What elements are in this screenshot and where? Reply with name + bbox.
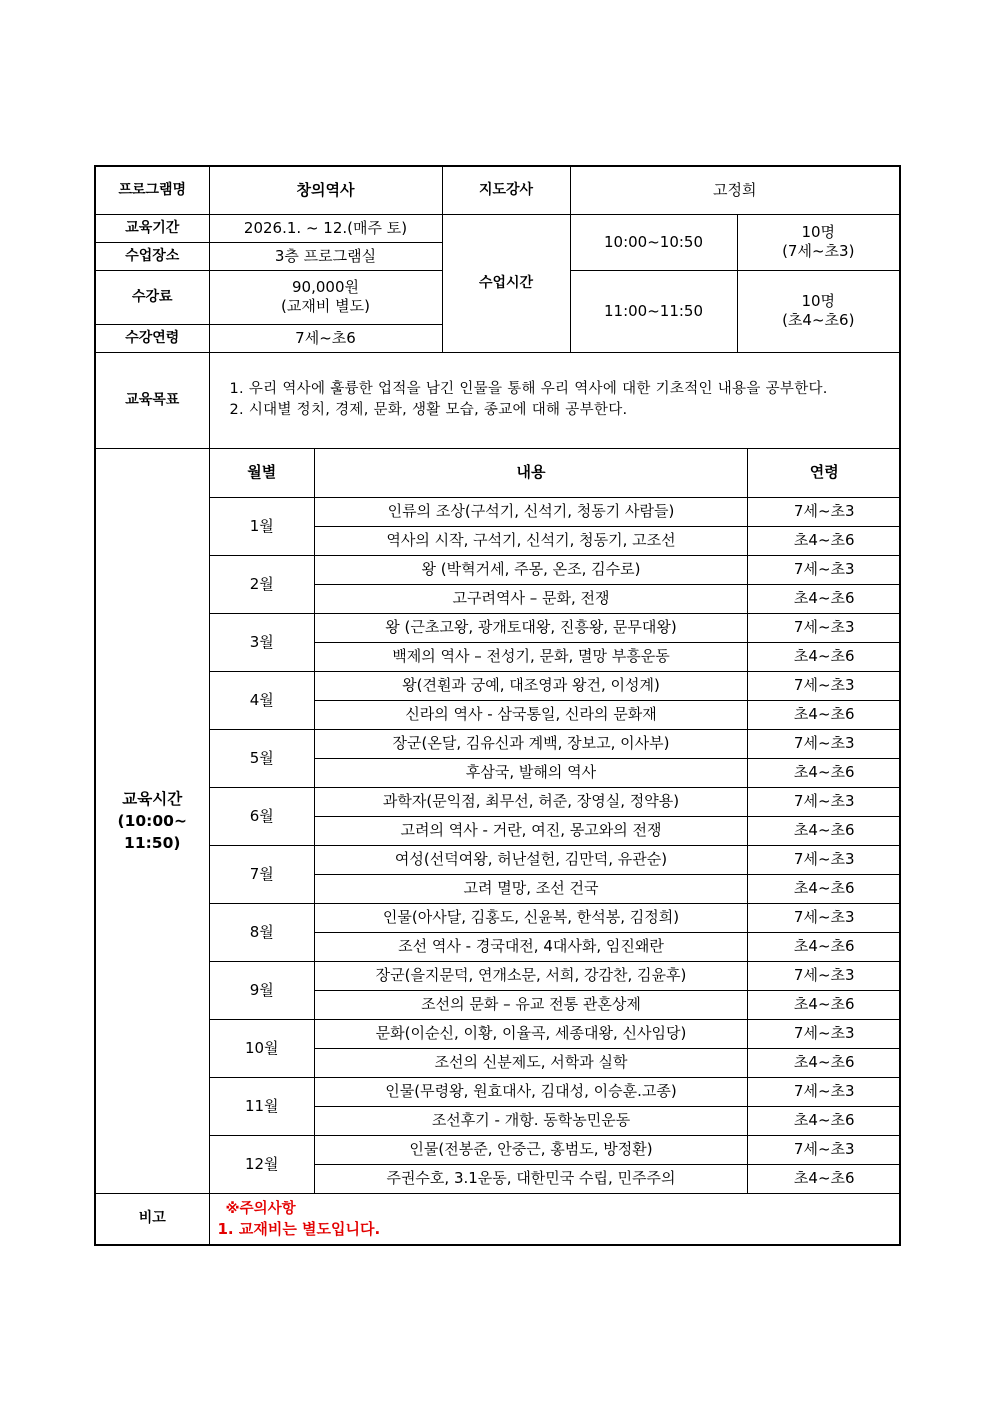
schedule-label-line: 11:50) [124, 833, 181, 852]
age-label: 수강연령 [95, 324, 209, 352]
age-cell: 초4~초6 [748, 932, 901, 961]
content-cell: 후삼국, 발해의 역사 [315, 758, 748, 787]
content-cell: 신라의 역사 - 삼국통일, 신라의 문화재 [315, 700, 748, 729]
program-value: 창의역사 [209, 166, 442, 214]
age-cell: 초4~초6 [748, 584, 901, 613]
table-row [210, 961, 901, 990]
col-content-header: 내용 [315, 449, 748, 498]
month-cell: 5월 [210, 729, 315, 787]
table-row [210, 845, 901, 874]
note-title: ※주의사항 [225, 1200, 296, 1217]
schedule-table [210, 449, 901, 1193]
instructor-value: 고정희 [570, 166, 900, 214]
goals-label: 교육목표 [95, 352, 209, 448]
content-cell: 주권수호, 3.1운동, 대한민국 수립, 민주주의 [315, 1164, 748, 1193]
month-cell: 4월 [210, 671, 315, 729]
col-month-header: 월별 [210, 449, 315, 498]
month-cell: 9월 [210, 961, 315, 1019]
place-value: 3층 프로그램실 [209, 242, 442, 270]
content-cell: 왕 (박혁거세, 주몽, 온조, 김수로) [315, 555, 748, 584]
content-cell: 왕 (근초고왕, 광개토대왕, 진흥왕, 문무대왕) [315, 613, 748, 642]
content-cell: 백제의 역사 – 전성기, 문화, 멸망 부흥운동 [315, 642, 748, 671]
age-cell: 초4~초6 [748, 1106, 901, 1135]
age-cell: 초4~초6 [748, 816, 901, 845]
content-cell: 인류의 조상(구석기, 신석기, 청동기 사람들) [315, 497, 748, 526]
session-2-capacity [737, 270, 900, 352]
place-label: 수업장소 [95, 242, 209, 270]
age-cell: 7세~초3 [748, 1019, 901, 1048]
age-cell: 7세~초3 [748, 613, 901, 642]
content-cell: 여성(선덕여왕, 허난설헌, 김만덕, 유관순) [315, 845, 748, 874]
schedule-label [95, 448, 209, 1193]
content-cell: 과학자(문익점, 최무선, 허준, 장영실, 정약용) [315, 787, 748, 816]
session-2-time: 11:00~11:50 [570, 270, 737, 352]
table-row [210, 1019, 901, 1048]
age-value: 7세~초6 [209, 324, 442, 352]
month-cell: 1월 [210, 497, 315, 555]
schedule-body [210, 497, 901, 1193]
content-cell: 조선의 신분제도, 서학과 실학 [315, 1048, 748, 1077]
program-label: 프로그램명 [95, 166, 209, 214]
table-row [210, 555, 901, 584]
instructor-label: 지도강사 [442, 166, 570, 214]
class-time-label: 수업시간 [442, 214, 570, 352]
age-cell: 7세~초3 [748, 671, 901, 700]
content-cell: 왕(견훤과 궁예, 대조영과 왕건, 이성계) [315, 671, 748, 700]
month-cell: 12월 [210, 1135, 315, 1193]
col-age-header: 연령 [748, 449, 901, 498]
age-cell: 7세~초3 [748, 903, 901, 932]
age-cell: 7세~초3 [748, 787, 901, 816]
session-1-ages: (7세~초3) [782, 242, 855, 260]
content-cell: 문화(이순신, 이황, 이율곡, 세종대왕, 신사임당) [315, 1019, 748, 1048]
session-1-count: 10명 [801, 223, 836, 241]
content-cell: 조선의 문화 – 유교 전통 관혼상제 [315, 990, 748, 1019]
content-cell: 장군(을지문덕, 연개소문, 서희, 강감찬, 김윤후) [315, 961, 748, 990]
fee-note: (교재비 별도) [281, 297, 370, 315]
month-cell: 2월 [210, 555, 315, 613]
remarks-label: 비고 [95, 1193, 209, 1245]
note-line: 1. 교재비는 별도입니다. [217, 1219, 381, 1238]
schedule-label-line: (10:00~ [117, 811, 187, 830]
goal-item: 2. 시대별 정치, 경제, 문화, 생활 모습, 종교에 대해 공부한다. [229, 402, 628, 418]
content-cell: 장군(온달, 김유신과 계백, 장보고, 이사부) [315, 729, 748, 758]
month-cell: 8월 [210, 903, 315, 961]
goals-content [209, 352, 900, 448]
age-cell: 7세~초3 [748, 961, 901, 990]
schedule-label-line: 교육시간 [122, 789, 183, 808]
content-cell: 고려의 역사 - 거란, 여진, 몽고와의 전쟁 [315, 816, 748, 845]
month-cell: 3월 [210, 613, 315, 671]
month-cell: 6월 [210, 787, 315, 845]
schedule-cell [209, 448, 900, 1193]
remarks-content [209, 1193, 900, 1245]
table-row [210, 613, 901, 642]
course-document [94, 165, 899, 1246]
fee-label: 수강료 [95, 270, 209, 324]
table-row [210, 671, 901, 700]
table-row [210, 787, 901, 816]
content-cell: 인물(전봉준, 안중근, 홍범도, 방정환) [315, 1135, 748, 1164]
age-cell: 7세~초3 [748, 729, 901, 758]
month-cell: 11월 [210, 1077, 315, 1135]
age-cell: 7세~초3 [748, 1077, 901, 1106]
content-cell: 고구려역사 – 문화, 전쟁 [315, 584, 748, 613]
table-row [210, 903, 901, 932]
content-cell: 고려 멸망, 조선 건국 [315, 874, 748, 903]
table-row [210, 1077, 901, 1106]
content-cell: 조선후기 - 개항. 동학농민운동 [315, 1106, 748, 1135]
table-row [210, 1135, 901, 1164]
age-cell: 초4~초6 [748, 642, 901, 671]
age-cell: 초4~초6 [748, 874, 901, 903]
period-value: 2026.1. ~ 12.(매주 토) [209, 214, 442, 242]
age-cell: 7세~초3 [748, 555, 901, 584]
age-cell: 7세~초3 [748, 1135, 901, 1164]
age-cell: 초4~초6 [748, 1048, 901, 1077]
month-cell: 7월 [210, 845, 315, 903]
content-cell: 인물(아사달, 김홍도, 신윤복, 한석봉, 김정희) [315, 903, 748, 932]
fee-cell [209, 270, 442, 324]
age-cell: 초4~초6 [748, 990, 901, 1019]
age-cell: 초4~초6 [748, 758, 901, 787]
session-1-time: 10:00~10:50 [570, 214, 737, 270]
table-row [210, 497, 901, 526]
content-cell: 역사의 시작, 구석기, 신석기, 청동기, 고조선 [315, 526, 748, 555]
age-cell: 초4~초6 [748, 700, 901, 729]
session-2-ages: (초4~초6) [782, 311, 855, 329]
course-table [94, 165, 901, 1246]
content-cell: 조선 역사 - 경국대전, 4대사화, 임진왜란 [315, 932, 748, 961]
age-cell: 7세~초3 [748, 497, 901, 526]
session-2-count: 10명 [801, 292, 836, 310]
month-cell: 10월 [210, 1019, 315, 1077]
content-cell: 인물(무령왕, 원효대사, 김대성, 이승훈.고종) [315, 1077, 748, 1106]
age-cell: 7세~초3 [748, 845, 901, 874]
goal-item: 1. 우리 역사에 훌륭한 업적을 남긴 인물을 통해 우리 역사에 대한 기초적인 내용을 공부한다. [229, 381, 828, 397]
table-row [210, 729, 901, 758]
age-cell: 초4~초6 [748, 1164, 901, 1193]
session-1-capacity [737, 214, 900, 270]
period-label: 교육기간 [95, 214, 209, 242]
fee-value: 90,000원 [292, 278, 359, 296]
age-cell: 초4~초6 [748, 526, 901, 555]
